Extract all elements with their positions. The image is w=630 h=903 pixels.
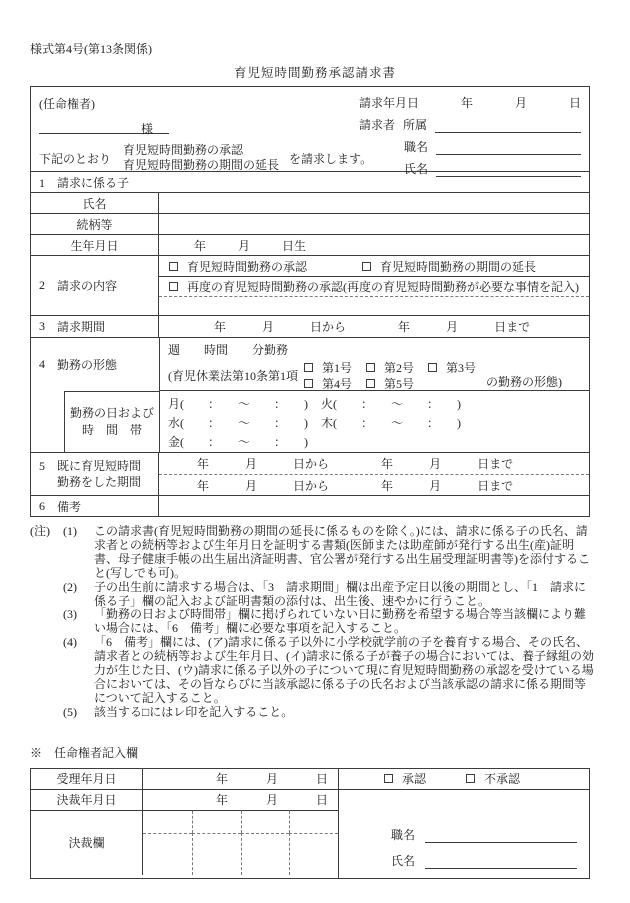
section-3-row — [31, 315, 589, 337]
section-5-content — [159, 453, 589, 495]
section-1-number: 1 — [39, 175, 45, 190]
name-label: 氏名 — [404, 162, 429, 176]
appointer-section-title: ※ 任命権者記入欄 — [30, 745, 139, 760]
request-date-label: 請求年月日 — [359, 96, 420, 110]
section-4-spacer — [31, 391, 64, 452]
received-date-field[interactable] — [143, 769, 338, 789]
month-label: 月 — [429, 457, 442, 471]
day-from-label: 日から — [310, 320, 347, 334]
section-2-row — [31, 255, 589, 315]
time-pattern: ( ： ～ ： ) — [180, 397, 309, 411]
section-2-label: 2 請求の内容 — [31, 256, 159, 315]
month-label: 月 — [514, 96, 527, 110]
work-days-hours-label: 勤務の日および 時 間 帯 — [64, 391, 159, 452]
request-option-1: 育児短時間勤務の承認 — [123, 143, 244, 157]
appointer-label: (任命権者) — [39, 97, 95, 111]
appointer-position-field[interactable] — [425, 829, 577, 843]
stamp-cell[interactable] — [241, 811, 290, 833]
approval-stamp-row — [31, 811, 338, 875]
child-name-label: 氏名 — [31, 193, 159, 213]
decision-date-label: 決裁年月日 — [31, 790, 143, 810]
note-item-2: (2) 子の出生前に請求する場合は、「3 請求期間」欄は出産予定日以後の期間とし、「1 請求に係る子」欄の記入および証明書類の添付は、出生後、速やかに行うこと。 — [63, 579, 587, 608]
sama-label: 様 — [140, 122, 153, 136]
affiliation-field[interactable] — [435, 119, 581, 133]
stamp-cell[interactable] — [192, 833, 241, 875]
law-item-1-label: 第1号 — [322, 360, 353, 375]
form-header — [31, 87, 589, 176]
notes-prefix: (注) — [30, 524, 50, 538]
day-from-label: 日から — [293, 457, 330, 471]
note-item-4: (4) 「6 備考」欄には、(ア)請求に係る子以外に小学校就学前の子を養育する場合、その氏名、請求者との続柄等および生年月日、(イ)請求に係る子が養子の場合においては、養子縁組の効力が生じた日、(ウ)請求に係る子以外の子について現に育児短時間勤務の承認を受けている場合においては、その旨ならびに当該承認に係る子の氏名および当該承認の請求に係る期間等について記入すること。 — [63, 635, 594, 705]
weekly-hours-field[interactable] — [168, 340, 585, 358]
name-label: 氏名 — [391, 853, 416, 868]
request-period-field[interactable] — [159, 316, 589, 337]
decision-date-field[interactable] — [143, 790, 338, 810]
month-label: 月 — [245, 478, 258, 493]
month-label: 月 — [238, 238, 251, 253]
day-from-label: 日から — [293, 478, 330, 493]
relation-field[interactable] — [159, 214, 589, 234]
section-1-title: 請求に係る子 — [57, 175, 130, 190]
day-label: 日 — [568, 96, 581, 110]
minutes-work-label: 分勤務 — [252, 342, 289, 357]
day-to-label: 日まで — [494, 320, 531, 334]
law-clause-line — [168, 359, 585, 391]
year-label: 年 — [215, 793, 228, 808]
week-label: 週 — [168, 342, 181, 357]
year-label: 年 — [194, 238, 207, 253]
form-number: 様式第4号(第13条関係) — [30, 42, 152, 56]
name-field[interactable] — [436, 163, 581, 177]
section-4-right — [159, 338, 589, 452]
note-item-3: (3) 「勤務の日および時間帯」欄に掲げられていない日に勤務を希望する場合等当該欄により難い場合には、「6 備考」欄に必要な事項を記入すること。 — [63, 607, 587, 636]
header-left — [31, 87, 372, 171]
appointer-name-field[interactable] — [425, 855, 577, 869]
day-mon-label: 月 — [168, 397, 181, 411]
decision-date-row — [31, 790, 338, 811]
day-tue-label: 火 — [321, 397, 334, 411]
year-label: 年 — [197, 478, 210, 493]
child-name-field[interactable] — [159, 193, 589, 213]
year-label: 年 — [398, 320, 411, 334]
month-label: 月 — [429, 478, 442, 493]
day-label: 日 — [315, 793, 328, 808]
time-pattern: ( ： ～ ： ) — [333, 416, 462, 430]
day-fri-label: 金 — [168, 435, 181, 449]
year-label: 年 — [215, 772, 228, 787]
option-extension-label: 育児短時間勤務の期間の延長 — [380, 259, 537, 274]
year-label: 年 — [381, 478, 394, 493]
header-right — [359, 94, 581, 177]
prior-period-field-2[interactable] — [159, 474, 589, 495]
month-label: 月 — [265, 793, 278, 808]
section-6-row — [31, 495, 589, 516]
approval-stamp-grid — [143, 811, 338, 875]
section-5-row — [31, 452, 589, 495]
checkbox-law-item-5[interactable] — [366, 379, 375, 388]
time-pattern: ( ： ～ ： ) — [180, 435, 309, 449]
child-name-row — [31, 192, 589, 213]
checkbox-re-approval[interactable] — [169, 282, 178, 291]
checkbox-law-item-4[interactable] — [304, 379, 313, 388]
appointer-table-right — [338, 769, 589, 878]
section-6-label: 6 備考 — [31, 496, 159, 516]
appointee-name-field[interactable] — [39, 120, 169, 134]
year-label: 年 — [381, 457, 394, 471]
law-item-4-label: 第4号 — [322, 376, 353, 391]
time-pattern: ( ： ～ ： ) — [180, 416, 309, 430]
year-label: 年 — [460, 96, 473, 110]
note-item-1: (注) (1) この請求書(育児短時間勤務の期間の延長に係るものを除く。)には、請求に係る子の氏名、請求者との続柄等および生年月日を証明する書類(医師または助産師が発行する出生(産)証明書、母子健康手帳の出生届出済証明書、官公署が発行する出生届受理証明書等)を添付すること(写しでも可)。 — [30, 524, 590, 580]
stamp-cell[interactable] — [289, 833, 338, 875]
section-2-content — [159, 256, 589, 315]
work-time-fields[interactable] — [160, 391, 589, 452]
checkbox-approval[interactable] — [169, 262, 178, 271]
day-label: 日 — [315, 772, 328, 787]
month-label: 月 — [262, 320, 275, 334]
month-label: 月 — [245, 457, 258, 471]
day-to-label: 日まで — [477, 457, 514, 471]
section-4-label: 4 勤務の形態 — [39, 357, 118, 372]
option-re-approval-label: 再度の育児短時間勤務の承認(再度の育児短時間勤務が必要な事情を記入) — [187, 280, 579, 294]
stamp-cell[interactable] — [143, 833, 192, 875]
appointer-table-left — [31, 769, 338, 878]
checkbox-law-item-2[interactable] — [366, 363, 375, 372]
birthdate-field[interactable] — [159, 235, 589, 255]
checkbox-approve[interactable] — [384, 774, 393, 783]
re-approval-reason-field[interactable] — [159, 296, 589, 315]
received-date-label: 受理年月日 — [31, 769, 143, 789]
section-4-row — [31, 337, 589, 452]
approval-box-label: 決裁欄 — [31, 811, 143, 875]
day-birth-label: 日生 — [282, 238, 307, 253]
option-approval-label: 育児短時間勤務の承認 — [187, 259, 308, 274]
work-form-cell — [160, 338, 589, 391]
day-to-label: 日まで — [477, 478, 514, 493]
section-3-label: 3 請求期間 — [31, 316, 159, 337]
affiliation-label: 所属 — [403, 118, 428, 132]
appointer-table — [30, 768, 590, 879]
checkbox-extension[interactable] — [362, 262, 371, 271]
year-label: 年 — [197, 457, 210, 471]
day-thu-label: 木 — [321, 416, 334, 430]
stamp-cell[interactable] — [241, 833, 290, 875]
prior-period-field-1[interactable] — [159, 453, 589, 474]
relation-row — [31, 213, 589, 234]
approve-label: 承認 — [402, 772, 427, 787]
law-suffix-label: の勤務の形態) — [486, 375, 563, 389]
hours-label: 時間 — [204, 342, 229, 357]
request-options — [123, 143, 279, 173]
received-date-row — [31, 769, 338, 790]
main-form-table — [30, 86, 590, 517]
note-item-5: (5) 該当する□にはレ印を記入すること。 — [63, 704, 294, 719]
request-suffix: を請求します。 — [289, 151, 373, 166]
law-item-5-label: 第5号 — [384, 376, 415, 391]
checkbox-law-item-3[interactable] — [428, 363, 437, 372]
birthdate-label: 生年月日 — [31, 235, 159, 255]
disapprove-label: 不承認 — [484, 772, 521, 787]
month-label: 月 — [446, 320, 459, 334]
remarks-field[interactable] — [159, 496, 589, 516]
section-5-label: 5 既に育児短時間 勤務をした期間 — [31, 453, 159, 495]
checkbox-law-item-1[interactable] — [304, 363, 313, 372]
relation-label: 続柄等 — [31, 214, 159, 234]
month-label: 月 — [265, 772, 278, 787]
position-label: 職名 — [391, 827, 416, 842]
law-item-2-label: 第2号 — [384, 360, 415, 375]
requester-label: 請求者 — [359, 118, 396, 132]
day-wed-label: 水 — [168, 416, 181, 430]
stamp-cell[interactable] — [192, 811, 241, 833]
checkbox-disapprove[interactable] — [466, 774, 475, 783]
position-field[interactable] — [436, 141, 581, 155]
birthdate-row — [31, 234, 589, 255]
request-option-2: 育児短時間勤務の期間の延長 — [123, 158, 280, 172]
time-pattern: ( ： ～ ： ) — [333, 397, 462, 411]
law-prefix-label: (育児休業法第10条第1項 — [168, 368, 298, 383]
law-item-3-label: 第3号 — [446, 360, 477, 375]
approval-decision-row — [339, 769, 589, 790]
form-title: 育児短時間勤務承認請求書 — [233, 66, 396, 80]
section-4-left — [31, 338, 159, 452]
notes-section — [30, 525, 596, 720]
stamp-cell[interactable] — [143, 811, 192, 833]
year-label: 年 — [214, 320, 227, 334]
position-label: 職名 — [404, 140, 429, 154]
stamp-cell[interactable] — [289, 811, 338, 833]
signature-block — [339, 790, 589, 878]
intro-label: 下記のとおり — [39, 151, 112, 166]
